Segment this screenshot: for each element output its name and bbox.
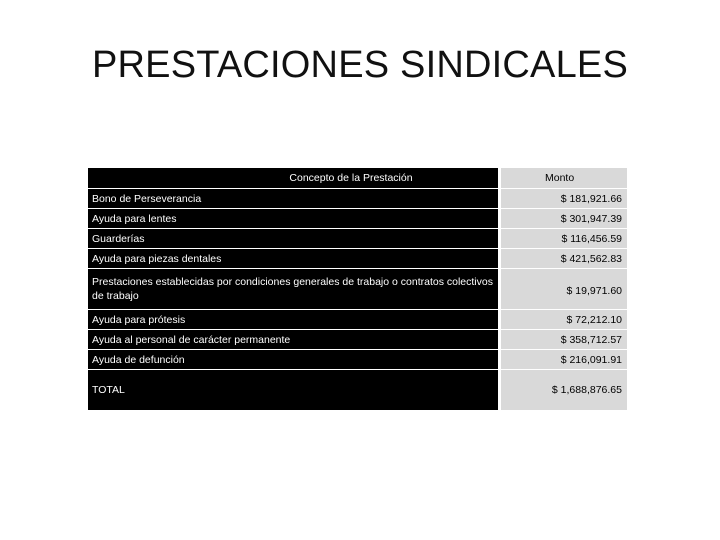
benefits-table	[88, 168, 627, 411]
row-amount: $ 19,971.60	[501, 269, 627, 310]
table-row	[88, 310, 627, 330]
row-concept: Ayuda al personal de carácter permanente	[88, 330, 498, 350]
table-row	[88, 189, 627, 209]
row-amount: $ 301,947.39	[501, 209, 627, 229]
table-row	[88, 249, 627, 269]
total-label: TOTAL	[88, 370, 498, 411]
row-concept: Prestaciones establecidas por condiciones generales de trabajo o contratos colectivos de trabajo	[88, 269, 498, 310]
row-amount: $ 216,091.91	[501, 350, 627, 370]
row-amount: $ 421,562.83	[501, 249, 627, 269]
table-row	[88, 209, 627, 229]
row-concept: Guarderías	[88, 229, 498, 249]
table-row	[88, 229, 627, 249]
table-row	[88, 269, 627, 310]
row-concept: Ayuda para piezas dentales	[88, 249, 498, 269]
total-amount: $ 1,688,876.65	[501, 370, 627, 411]
row-amount: $ 116,456.59	[501, 229, 627, 249]
row-amount: $ 72,212.10	[501, 310, 627, 330]
slide-title: PRESTACIONES SINDICALES	[91, 44, 629, 86]
row-amount: $ 358,712.57	[501, 330, 627, 350]
table-total-row	[88, 370, 627, 411]
table-row	[88, 350, 627, 370]
row-amount: $ 181,921.66	[501, 189, 627, 209]
header-concept: Concepto de la Prestación	[88, 168, 498, 189]
row-concept: Bono de Perseverancia	[88, 189, 498, 209]
row-concept: Ayuda de defunción	[88, 350, 498, 370]
header-amount: Monto	[501, 168, 627, 189]
table-header-row	[88, 168, 627, 189]
row-concept: Ayuda para lentes	[88, 209, 498, 229]
table-row	[88, 330, 627, 350]
row-concept: Ayuda para prótesis	[88, 310, 498, 330]
